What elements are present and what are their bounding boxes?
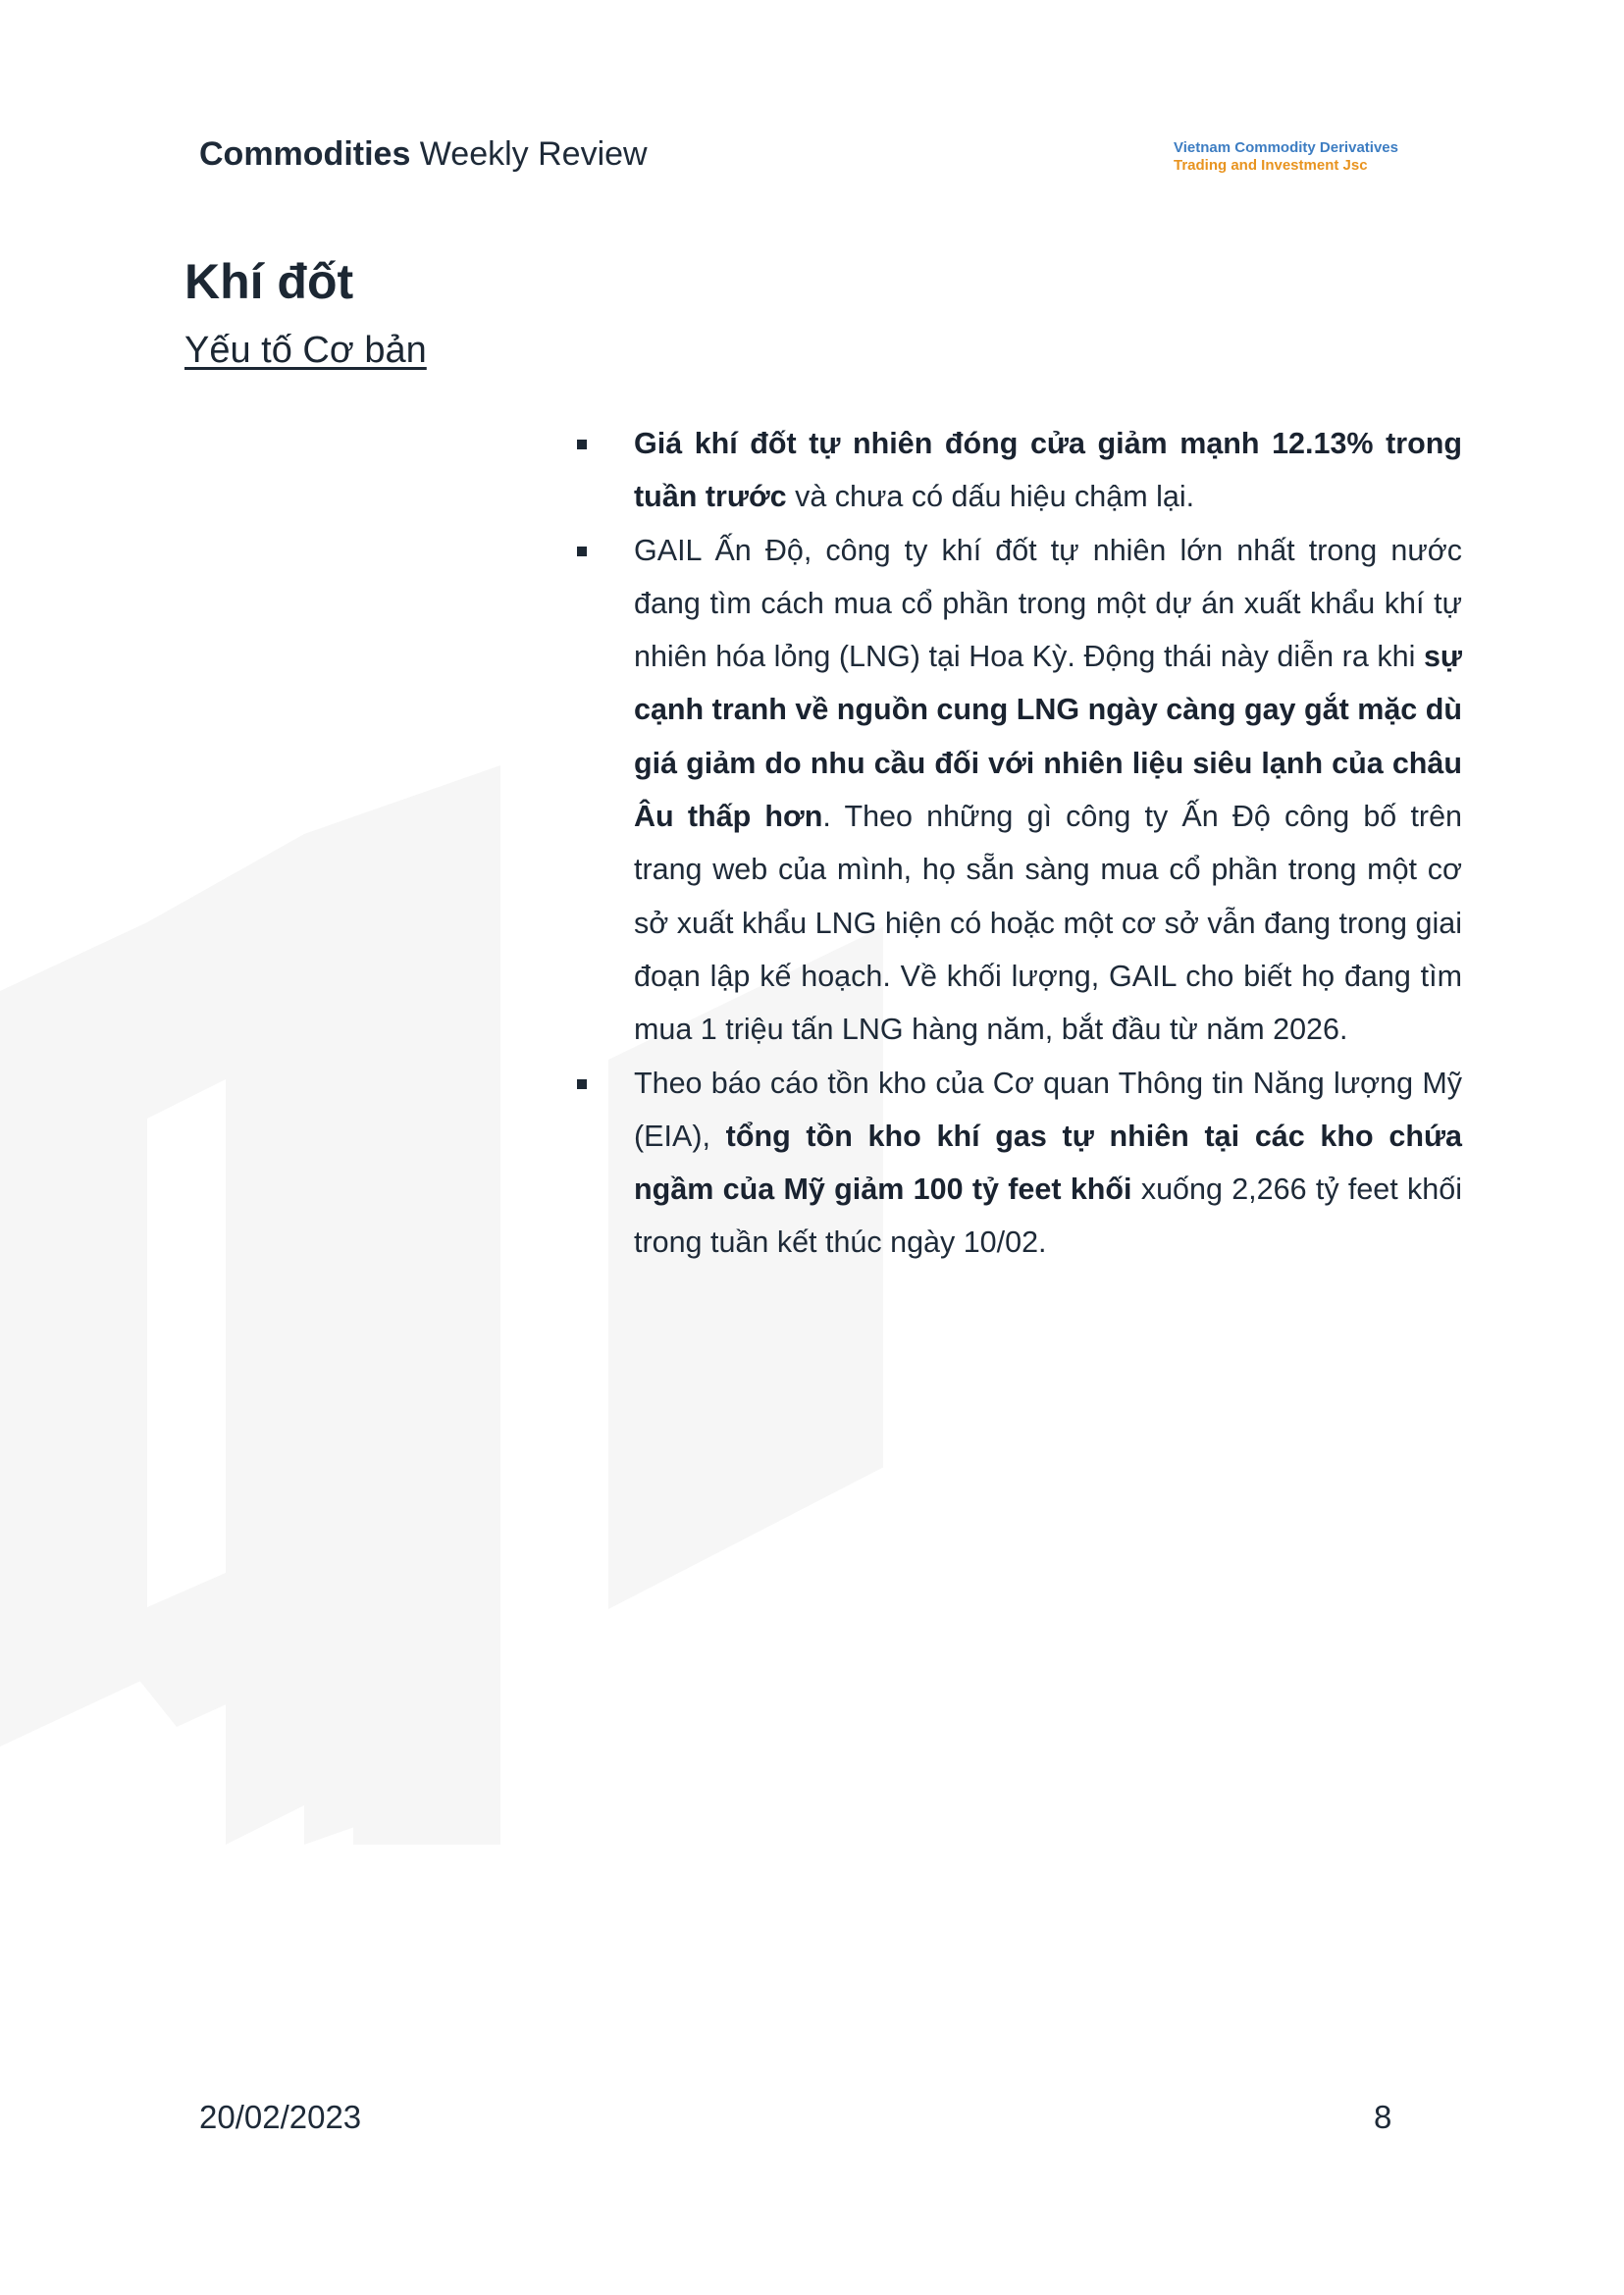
bullet-item <box>577 524 1462 1057</box>
bullet-item <box>577 417 1462 524</box>
logo-line-1: Vietnam Commodity Derivatives <box>1174 139 1398 156</box>
bullet-text: . Theo những gì công ty Ấn Độ công bố trên trang web của mình, họ sẵn sàng mua cổ phần trong một cơ sở xuất khẩu LNG hiện có hoặc một cơ sở vẫn đang trong giai đoạn lập kế hoạch. Về khối lượng, GAIL cho biết họ đang tìm mua 1 triệu tấn LNG hàng năm, bắt đầu từ năm 2026. <box>634 800 1462 1047</box>
bullet-text: xuống 2,266 tỷ feet khối trong tuần kết thúc ngày 10/02. <box>634 1173 1462 1260</box>
bullet-text: và chưa có dấu hiệu chậm lại. <box>786 480 1195 514</box>
square-bullet-icon <box>577 1079 587 1089</box>
square-bullet-icon <box>577 440 587 449</box>
report-header-title <box>199 135 648 174</box>
footer-date: 20/02/2023 <box>199 2099 362 2135</box>
header-title-bold: Commodities <box>199 135 411 173</box>
square-bullet-icon <box>577 547 587 556</box>
bullet-list <box>577 417 1462 1270</box>
section-title: Khí đốt <box>184 254 354 309</box>
section-subtitle: Yếu tố Cơ bản <box>184 330 427 371</box>
bullet-bold-text: Giá khí đốt tự nhiên đóng cửa giảm mạnh 12.13% trong tuần trước <box>634 427 1462 514</box>
bullet-bold-text: tổng tồn kho khí gas tự nhiên tại các kho chứa ngầm của Mỹ giảm 100 tỷ feet khối <box>634 1119 1462 1207</box>
page-number: 8 <box>1374 2099 1392 2135</box>
bullet-text: Theo báo cáo tồn kho của Cơ quan Thông tin Năng lượng Mỹ (EIA), <box>634 1066 1462 1153</box>
bullet-item <box>577 1057 1462 1270</box>
company-logo <box>1174 139 1409 175</box>
header-title-rest: Weekly Review <box>410 135 648 173</box>
logo-line-2: Trading and Investment Jsc <box>1174 157 1368 174</box>
bullet-text: GAIL Ấn Độ, công ty khí đốt tự nhiên lớn nhất trong nước đang tìm cách mua cổ phần trong một dự án xuất khẩu khí tự nhiên hóa lỏng (LNG) tại Hoa Kỳ. Động thái này diễn ra khi <box>634 533 1462 674</box>
bullet-bold-text: sự cạnh tranh về nguồn cung LNG ngày càng gay gắt mặc dù giá giảm do nhu cầu đối với nhiên liệu siêu lạnh của châu Âu thấp hơn <box>634 640 1462 834</box>
